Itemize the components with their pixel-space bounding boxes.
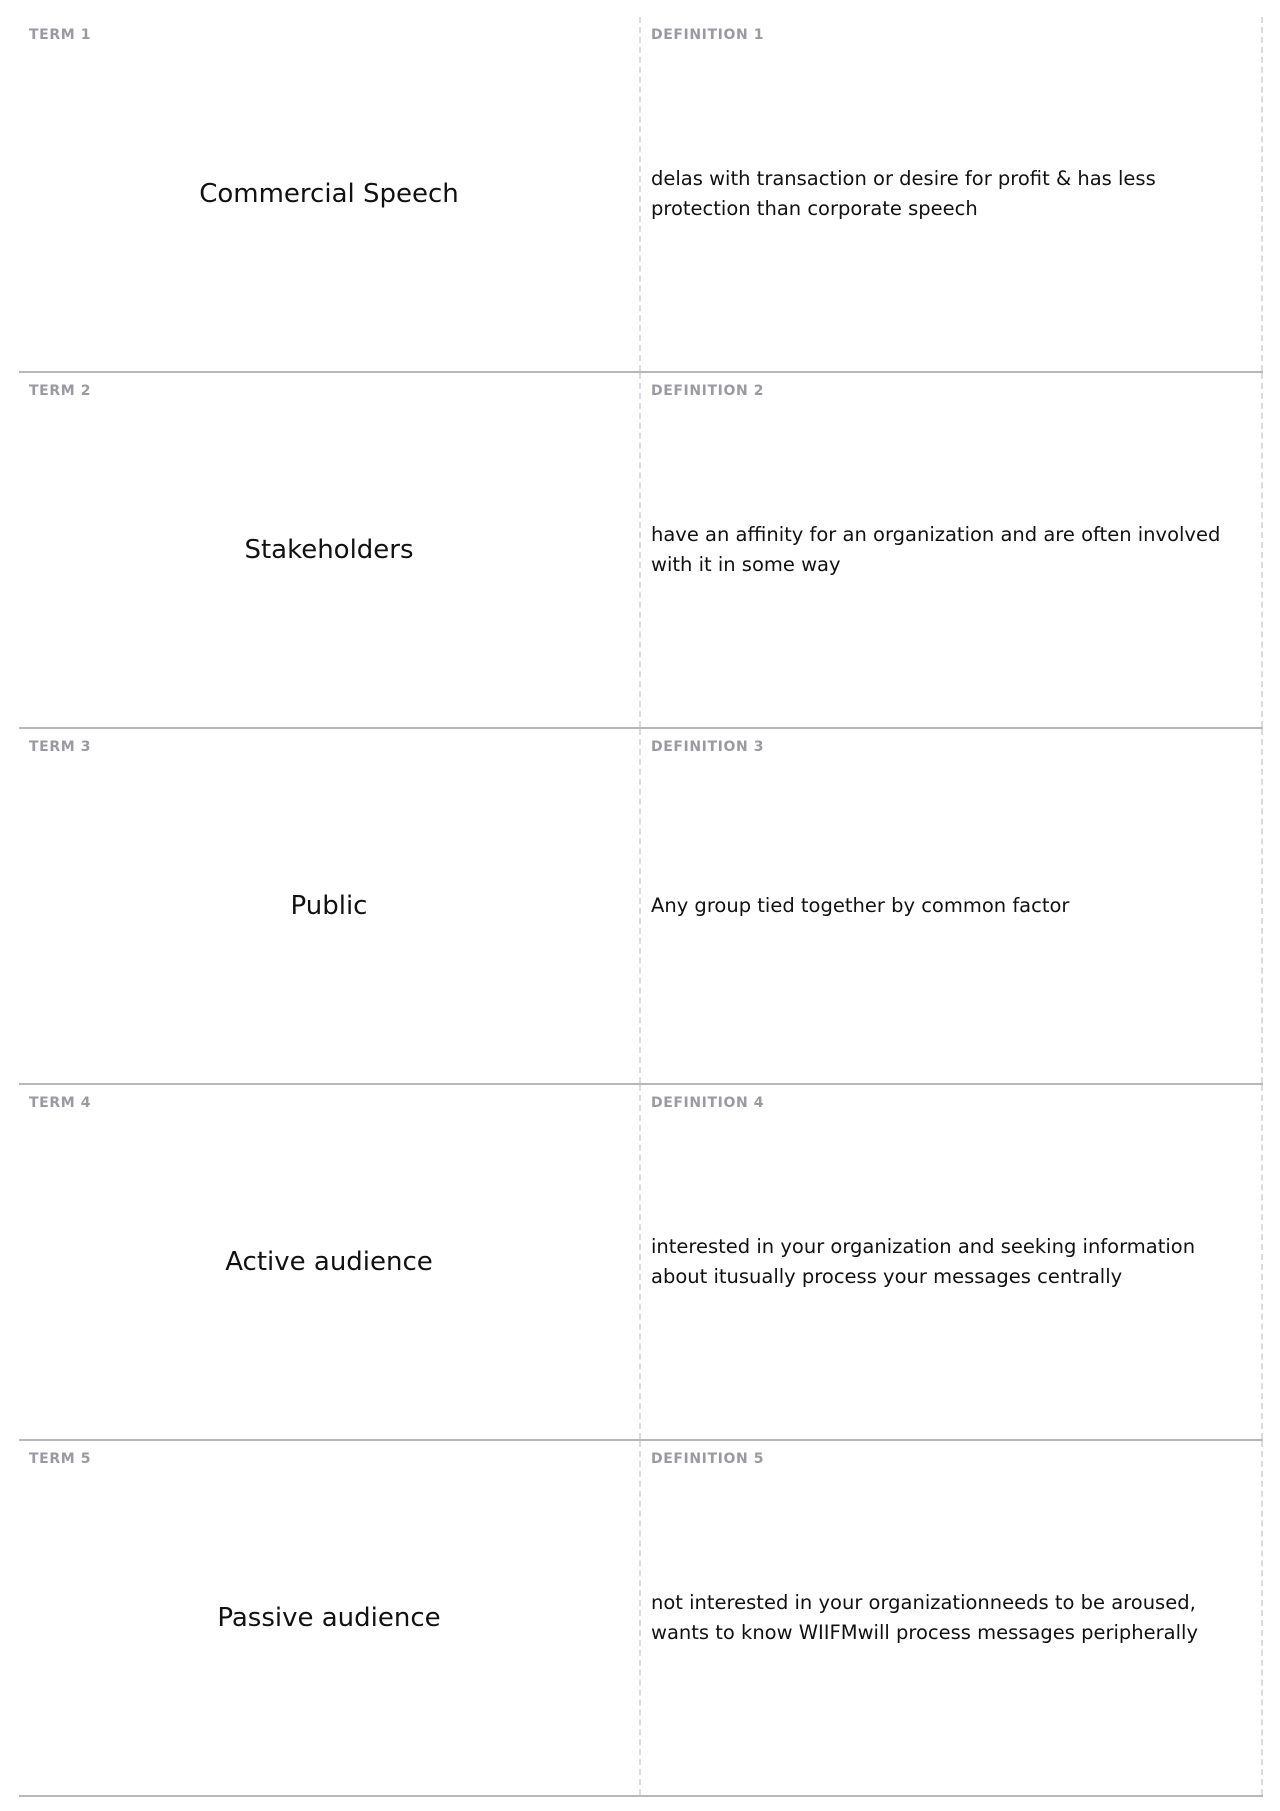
definition-text-3 <box>651 729 1245 1083</box>
flashcard-row-3 <box>19 729 1263 1085</box>
term-label-3: TERM 3 <box>29 739 92 755</box>
term-label-4: TERM 4 <box>29 1095 92 1111</box>
definition-cell-3 <box>641 729 1263 1083</box>
definition-text-content-5: not interested in your organizationneeds to be aroused, wants to know WIIFMwill process messages peripherally <box>651 1591 1198 1644</box>
definition-text-4 <box>651 1085 1245 1439</box>
definition-text-content-2: have an affinity for an organization and are often involved with it in some way <box>651 523 1221 576</box>
definition-text-5 <box>651 1441 1245 1795</box>
term-label-2: TERM 2 <box>29 383 92 399</box>
definition-cell-1 <box>641 17 1263 371</box>
flashcard-row-2 <box>19 373 1263 729</box>
term-cell-1 <box>19 17 641 371</box>
term-cell-2 <box>19 373 641 727</box>
definition-label-4: DEFINITION 4 <box>651 1095 765 1111</box>
flashcard-row-5 <box>19 1441 1263 1797</box>
definition-text-content-1: delas with transaction or desire for profit & has less protection than corporate speech <box>651 167 1156 220</box>
definition-cell-4 <box>641 1085 1263 1439</box>
term-text-5: Passive audience <box>217 1603 441 1633</box>
term-label-5: TERM 5 <box>29 1451 92 1467</box>
term-cell-3 <box>19 729 641 1083</box>
flashcard-row-1 <box>19 17 1263 373</box>
definition-label-2: DEFINITION 2 <box>651 383 765 399</box>
definition-text-1 <box>651 17 1245 371</box>
definition-cell-2 <box>641 373 1263 727</box>
term-cell-5 <box>19 1441 641 1795</box>
definition-label-3: DEFINITION 3 <box>651 739 765 755</box>
term-text-4: Active audience <box>225 1247 433 1277</box>
term-cell-4 <box>19 1085 641 1439</box>
definition-cell-5 <box>641 1441 1263 1795</box>
term-label-1: TERM 1 <box>29 27 92 43</box>
definition-label-5: DEFINITION 5 <box>651 1451 765 1467</box>
term-text-2: Stakeholders <box>244 535 414 565</box>
definition-text-content-4: interested in your organization and seeking information about itusually process your messages centrally <box>651 1235 1196 1288</box>
term-text-3: Public <box>290 891 368 921</box>
flashcard-sheet <box>19 17 1263 1797</box>
definition-text-2 <box>651 373 1245 727</box>
flashcard-row-4 <box>19 1085 1263 1441</box>
definition-text-content-3: Any group tied together by common factor <box>651 894 1070 917</box>
definition-label-1: DEFINITION 1 <box>651 27 765 43</box>
term-text-1: Commercial Speech <box>199 179 459 209</box>
